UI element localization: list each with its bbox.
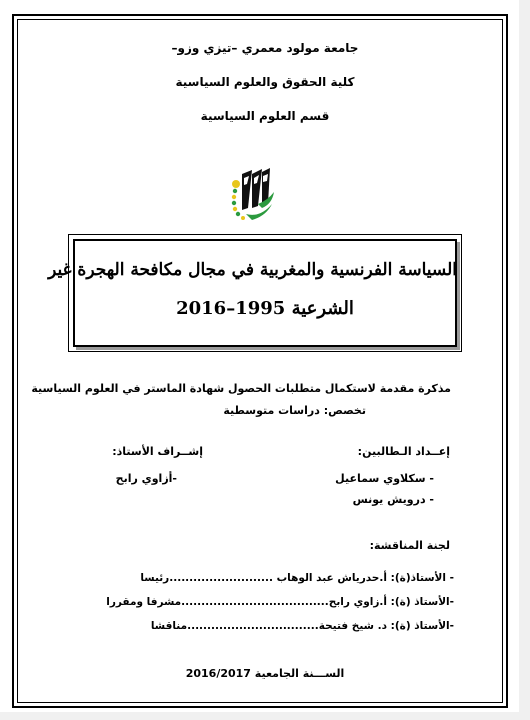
- committee-member-2: -الأستاذ (ة): أ.زاوي رابح.....................................مشرفا ومقررا: [106, 596, 454, 608]
- academic-year: الســـنة الجامعية 2016/2017: [185, 667, 345, 680]
- purpose-statement: مذكرة مقدمة لاستكمال متطلبات الحصول شهادة الماستر في العلوم السياسية: [31, 382, 451, 395]
- page-edge-right: [519, 0, 530, 720]
- students-heading: إعــداد الـطالبين:: [357, 445, 450, 458]
- page-edge-bottom: [0, 712, 530, 720]
- student-name-2: - درويش يونس: [352, 493, 434, 506]
- student-name-1: - سكلاوي سماعيل: [335, 472, 434, 485]
- committee-member-3: -الأستاذ (ة): د. شيخ فتيحة.................................مناقشا: [150, 620, 454, 632]
- university-name: جامعة مولود معمري –تيزي وزو–: [171, 41, 359, 55]
- thesis-title-line1: السياسة الفرنسية والمغربية في مجال مكافحة الهجرة غير: [48, 260, 457, 280]
- committee-heading: لجنة المناقشة:: [369, 539, 450, 552]
- committee-member-1: - الأستاذ(ة): أ.حدرياش عبد الوهاب ..........................رئيسا: [140, 572, 454, 584]
- department-name: قسم العلوم السياسية: [200, 109, 330, 123]
- faculty-name: كلية الحقوق والعلوم السياسية: [175, 75, 355, 89]
- supervisor-heading: إشــراف الأستاذ:: [112, 445, 203, 458]
- title-frame-inner: [48, 239, 457, 347]
- university-logo-icon: [222, 164, 278, 222]
- specialization: تخصص: دراسات متوسطية: [223, 404, 366, 417]
- supervisor-name: -أزاوي رابح: [115, 472, 177, 485]
- thesis-title-line2: الشرعية 1995–2016: [176, 298, 354, 319]
